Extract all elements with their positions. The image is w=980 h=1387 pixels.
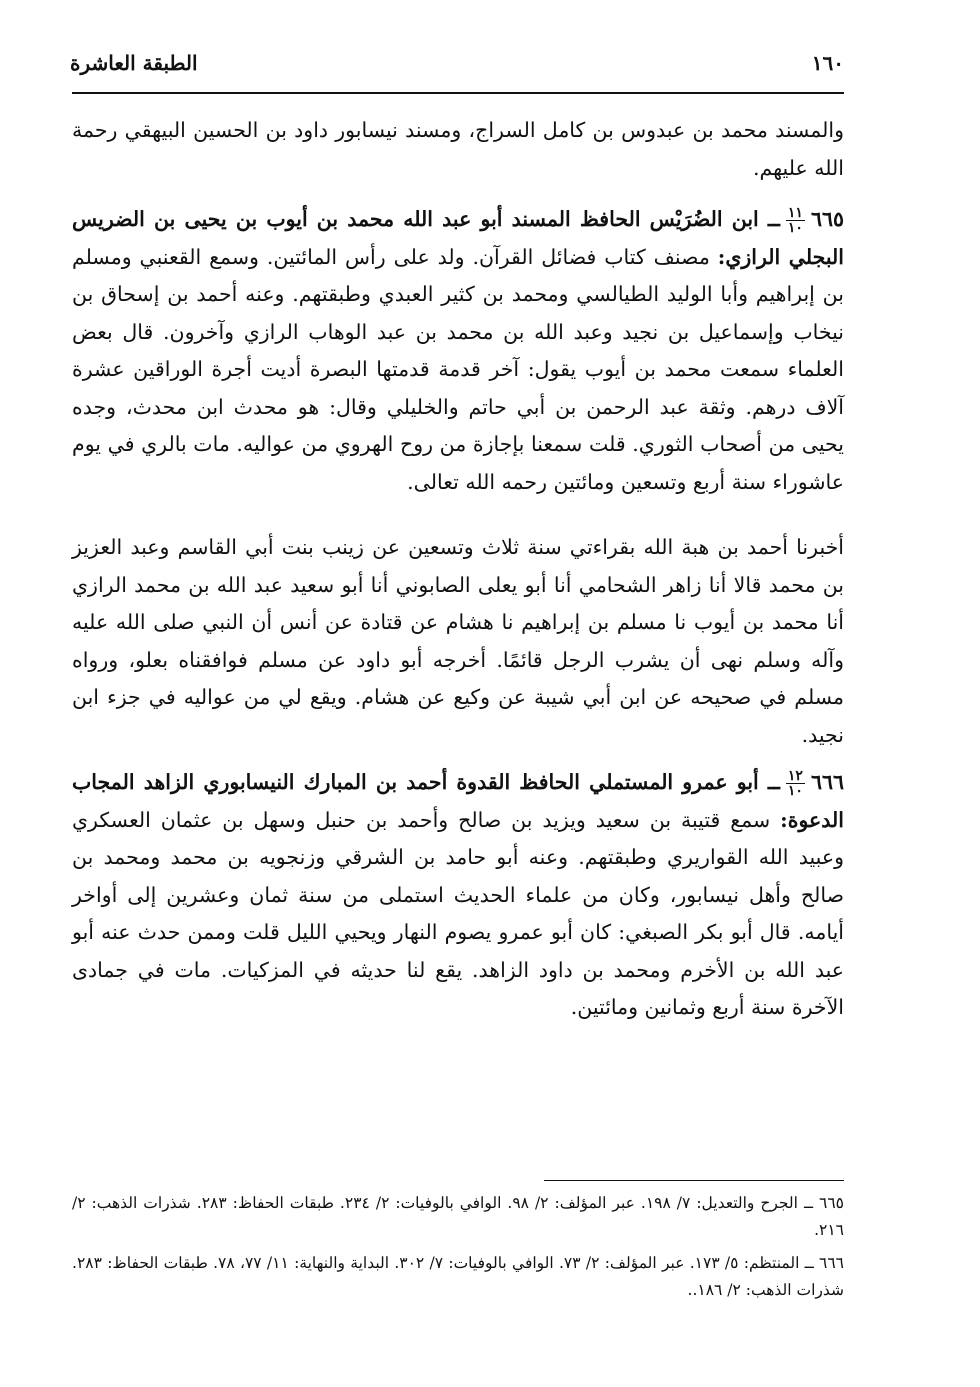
- intro-paragraph: والمسند محمد بن عبدوس بن كامل السراج، ومسند نيسابور داود بن الحسين البيهقي رحمة الله عليهم.: [72, 118, 844, 180]
- footnote-666: ٦٦٦ ــ المنتظم: ٥/ ١٧٣. عبر المؤلف: ٢/ ٧٣. الوافي بالوفيات: ٧/ ٣٠٢. البداية والنهاية: ١١/ ٧٧، ٧٨. طبقات الحفاظ: ٢٨٣. شذرات الذهب: ٢/ ١٨٦..: [72, 1254, 845, 1299]
- fraction-bottom: ١٠: [787, 220, 803, 236]
- entry-body: سمع قتيبة بن سعيد ويزيد بن صالح وأحمد بن حنبل وسهل بن عثمان العسكري وعبيد الله القواريري وطبقتهم. وعنه أبو حامد بن الشرقي وزنجويه بن محمد ومحمد بن صالح وأهل نيسابور، وكان من علماء الحديث استملى من سنة ثمان وعشرين إلى أواخر أيامه. قال أبو بكر الصبغي: كان أبو عمرو يصوم النهار ويحيي الليل قلت وممن حدث عنه أبو عبد الله بن الأخرم ومحمد بن داود الزاهد. يقع لنا حديثه في المزكيات. مات في جمادى الآخرة سنة أربع وثمانين ومائتين.: [72, 807, 844, 1019]
- footnote-rule: [544, 1180, 844, 1181]
- fraction-top: ١٢: [787, 768, 803, 784]
- page-header: [70, 45, 844, 81]
- entry-body: مصنف كتاب فضائل القرآن. ولد على رأس المائتين. وسمع القعنبي ومسلم بن إبراهيم وأبا الوليد الطيالسي ومحمد بن كثير العبدي وطبقتهم. وعنه أحمد بن إسحاق بن نيخاب وإسماعيل بن نجيد وعبد الله بن محمد بن عبد الوهاب الرازي وآخرون. قال بعض العلماء سمعت محمد بن أيوب يقول: آخر قدمة قدمتها البصرة أديت أجرة الوراقين عشرة آلاف درهم. وثقة عبد الرحمن بن أبي حاتم والخليلي وقال: هو محدث ابن محدث، وجده يحيى من أصحاب الثوري. قلت سمعنا بإجازة من روح الهروي من عواليه. مات بالري في يوم عاشوراء سنة أربع وتسعين ومائتين رحمه الله تعالى.: [72, 244, 844, 494]
- page-number: ١٦٠: [811, 51, 844, 75]
- footnotes: [72, 1190, 844, 1310]
- fraction-bottom: ١٠: [787, 783, 803, 799]
- running-title: الطبقة العاشرة: [70, 51, 198, 75]
- isnad-paragraph: أخبرنا أحمد بن هبة الله بقراءتي سنة ثلاث وتسعين عن زينب بنت أبي القاسم وعبد العزيز بن محمد قالا أنا زاهر الشحامي أنا أبو يعلى الصابوني أنا أبو سعيد عبد الله بن محمد الرازي أنا محمد بن أيوب نا مسلم بن إبراهيم نا هشام عن قتادة عن أنس أن النبي صلى الله عليه وآله وسلم نهى أن يشرب الرجل قائمًا. أخرجه أبو داود عن مسلم فوافقناه بعلو، ورواه مسلم في صحيحه عن ابن أبي شيبة عن وكيع عن هشام. ويقع لي من عواليه في جزء ابن نجيد.: [72, 535, 844, 747]
- footnote-665: ٦٦٥ ــ الجرح والتعديل: ٧/ ١٩٨. عبر المؤلف: ٢/ ٩٨. الوافي بالوفيات: ٢/ ٢٣٤. طبقات الحفاظ: ٢٨٣. شذرات الذهب: ٢/ ٢١٦.: [72, 1194, 844, 1239]
- entry-heading: ــ أبو عمرو المستملي الحافظ القدوة أحمد بن المبارك النيسابوري الزاهد المجاب الدعوة:: [72, 770, 844, 832]
- entry-665: [72, 201, 844, 501]
- entry-heading: ــ ابن الضُرَيْس الحافظ المسند أبو عبد الله محمد بن أيوب بن يحيى بن الضريس البجلي الرازي:: [72, 207, 844, 269]
- main-text: [72, 112, 844, 1027]
- header-rule: [72, 92, 844, 94]
- entry-fraction: [786, 769, 805, 798]
- entry-fraction: [786, 206, 805, 235]
- entry-666: [72, 764, 844, 1027]
- entry-number: ٦٦٥: [810, 207, 844, 231]
- entry-number: ٦٦٦: [810, 770, 844, 794]
- fraction-top: ١١: [787, 205, 803, 221]
